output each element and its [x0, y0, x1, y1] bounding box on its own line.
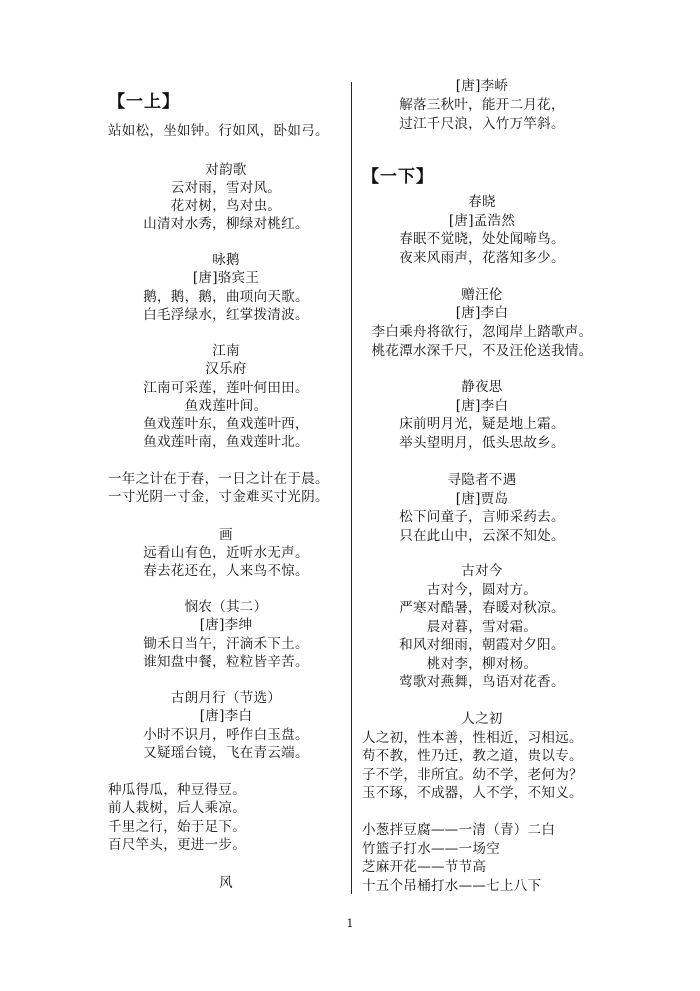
poem-line: 解落三秋叶，能开二月花，	[399, 97, 565, 113]
poem-line: 人之初，性本善，性相近，习相远。	[362, 730, 583, 746]
proverb-line: 一年之计在于春，一日之计在于晨。	[108, 471, 329, 487]
poem-line: 玉不琢，不成器，人不学，不知义。	[362, 785, 583, 801]
poem-line: 松下问童子，言师采药去。	[399, 509, 565, 525]
poem-line: 山清对水秀，柳绿对桃红。	[143, 216, 309, 232]
poem-line: 古对今，圆对方。	[426, 582, 538, 598]
poem-line: 苟不教，性乃迁，教之道，贵以专。	[362, 748, 583, 764]
saying-line: 百尺竿头，更进一步。	[108, 837, 246, 853]
poem-line: 远看山有色，近听水无声。	[143, 545, 309, 561]
poem-line: 晨对暮，雪对霜。	[426, 619, 538, 635]
poem-line: 小时不识月，呼作白玉盘。	[143, 727, 309, 743]
poem-title-jiangnan: 江南	[212, 343, 240, 359]
poem-line: 鱼戏莲叶间。	[184, 398, 268, 414]
poem-line: 和风对细雨，朝霞对夕阳。	[399, 637, 565, 653]
poem-title-jingyesi: 静夜思	[461, 379, 503, 395]
poem-line: 鹅，鹅，鹅，曲项向天歌。	[143, 289, 309, 305]
poem-title-duiyunge: 对韵歌	[205, 162, 247, 178]
saying-line: 前人栽树，后人乘凉。	[108, 800, 246, 816]
xiehouyu-line: 小葱拌豆腐——一清（青）二白	[362, 822, 556, 838]
poem-author: [唐]李绅	[199, 617, 253, 633]
poem-line: 夜来风雨声，花落知多少。	[399, 250, 565, 266]
poem-line: 子不学，非所宜。幼不学，老何为？	[362, 767, 583, 783]
poem-author: [唐]李白	[455, 398, 509, 414]
saying-line: 千里之行，始于足下。	[108, 819, 246, 835]
saying-line: 种瓜得瓜，种豆得豆。	[108, 782, 246, 798]
poem-title-renzhichu: 人之初	[461, 711, 503, 727]
poem-line: 严寒对酷暑，春暖对秋凉。	[399, 600, 565, 616]
poem-author: [唐]贾岛	[455, 491, 509, 507]
grade1-term1-heading: 【一上】	[108, 92, 180, 112]
poem-line: 谁知盘中餐，粒粒皆辛苦。	[143, 654, 309, 670]
intro-line: 站如松，坐如钟。行如风，卧如弓。	[108, 123, 329, 139]
poem-line: 鱼戏莲叶南，鱼戏莲叶北。	[143, 434, 309, 450]
poem-author: [唐]李白	[455, 305, 509, 321]
poem-line: 花对树，鸟对虫。	[170, 198, 282, 214]
poem-line: 举头望明月，低头思故乡。	[399, 435, 565, 451]
poem-title-feng: 风	[219, 875, 233, 891]
poem-title-hua: 画	[219, 527, 233, 543]
xiehouyu-line: 竹篮子打水——一场空	[362, 841, 500, 857]
poem-author: 汉乐府	[205, 361, 247, 377]
poem-title-gulang: 古朗月行（节选）	[170, 690, 282, 706]
poem-line: 床前明月光，疑是地上霜。	[399, 416, 565, 432]
proverb-line: 一寸光阴一寸金，寸金难买寸光阴。	[108, 489, 329, 505]
poem-line: 锄禾日当午，汗滴禾下土。	[143, 636, 309, 652]
poem-title-minnong: 悯农（其二）	[184, 599, 268, 615]
xiehouyu-line: 芝麻开花——节节高	[362, 859, 487, 875]
poem-author: [唐]孟浩然	[448, 213, 516, 229]
poem-line: 江南可采莲，莲叶何田田。	[143, 380, 309, 396]
poem-line: 过江千尺浪，入竹万竿斜。	[399, 116, 565, 132]
poem-line: 桃花潭水深千尺，不及汪伦送我情。	[371, 343, 593, 359]
poem-title-xunyin: 寻隐者不遇	[447, 472, 517, 488]
poem-line: 又疑瑶台镜，飞在青云端。	[143, 745, 309, 761]
poem-author: [唐]李白	[199, 708, 253, 724]
poem-line: 只在此山中，云深不知处。	[399, 528, 565, 544]
poem-line: 白毛浮绿水，红掌拨清波。	[143, 307, 309, 323]
poem-line: 云对雨，雪对风。	[170, 180, 282, 196]
grade1-term2-heading: 【一下】	[362, 167, 434, 187]
poem-line: 莺歌对燕舞，鸟语对花香。	[399, 674, 565, 690]
poem-line: 春眠不觉晓，处处闻啼鸟。	[399, 231, 565, 247]
page-number: 1	[346, 917, 354, 930]
poem-line: 春去花还在，人来鸟不惊。	[143, 563, 309, 579]
poem-author: [唐]李峤	[455, 78, 509, 94]
poem-line: 李白乘舟将欲行，忽闻岸上踏歌声。	[371, 324, 593, 340]
poem-line: 桃对李，柳对杨。	[426, 656, 538, 672]
poem-line: 鱼戏莲叶东，鱼戏莲叶西，	[143, 416, 309, 432]
xiehouyu-line: 十五个吊桶打水——七上八下	[362, 878, 542, 894]
poem-title-yonge: 咏鹅	[212, 252, 240, 268]
poem-title-chunxiao: 春晓	[468, 194, 496, 210]
poem-title-guduijin: 古对今	[461, 563, 503, 579]
poem-author: [唐]骆宾王	[192, 270, 260, 286]
poem-title-zengwanglun: 赠汪伦	[461, 287, 503, 303]
column-divider	[351, 82, 352, 894]
